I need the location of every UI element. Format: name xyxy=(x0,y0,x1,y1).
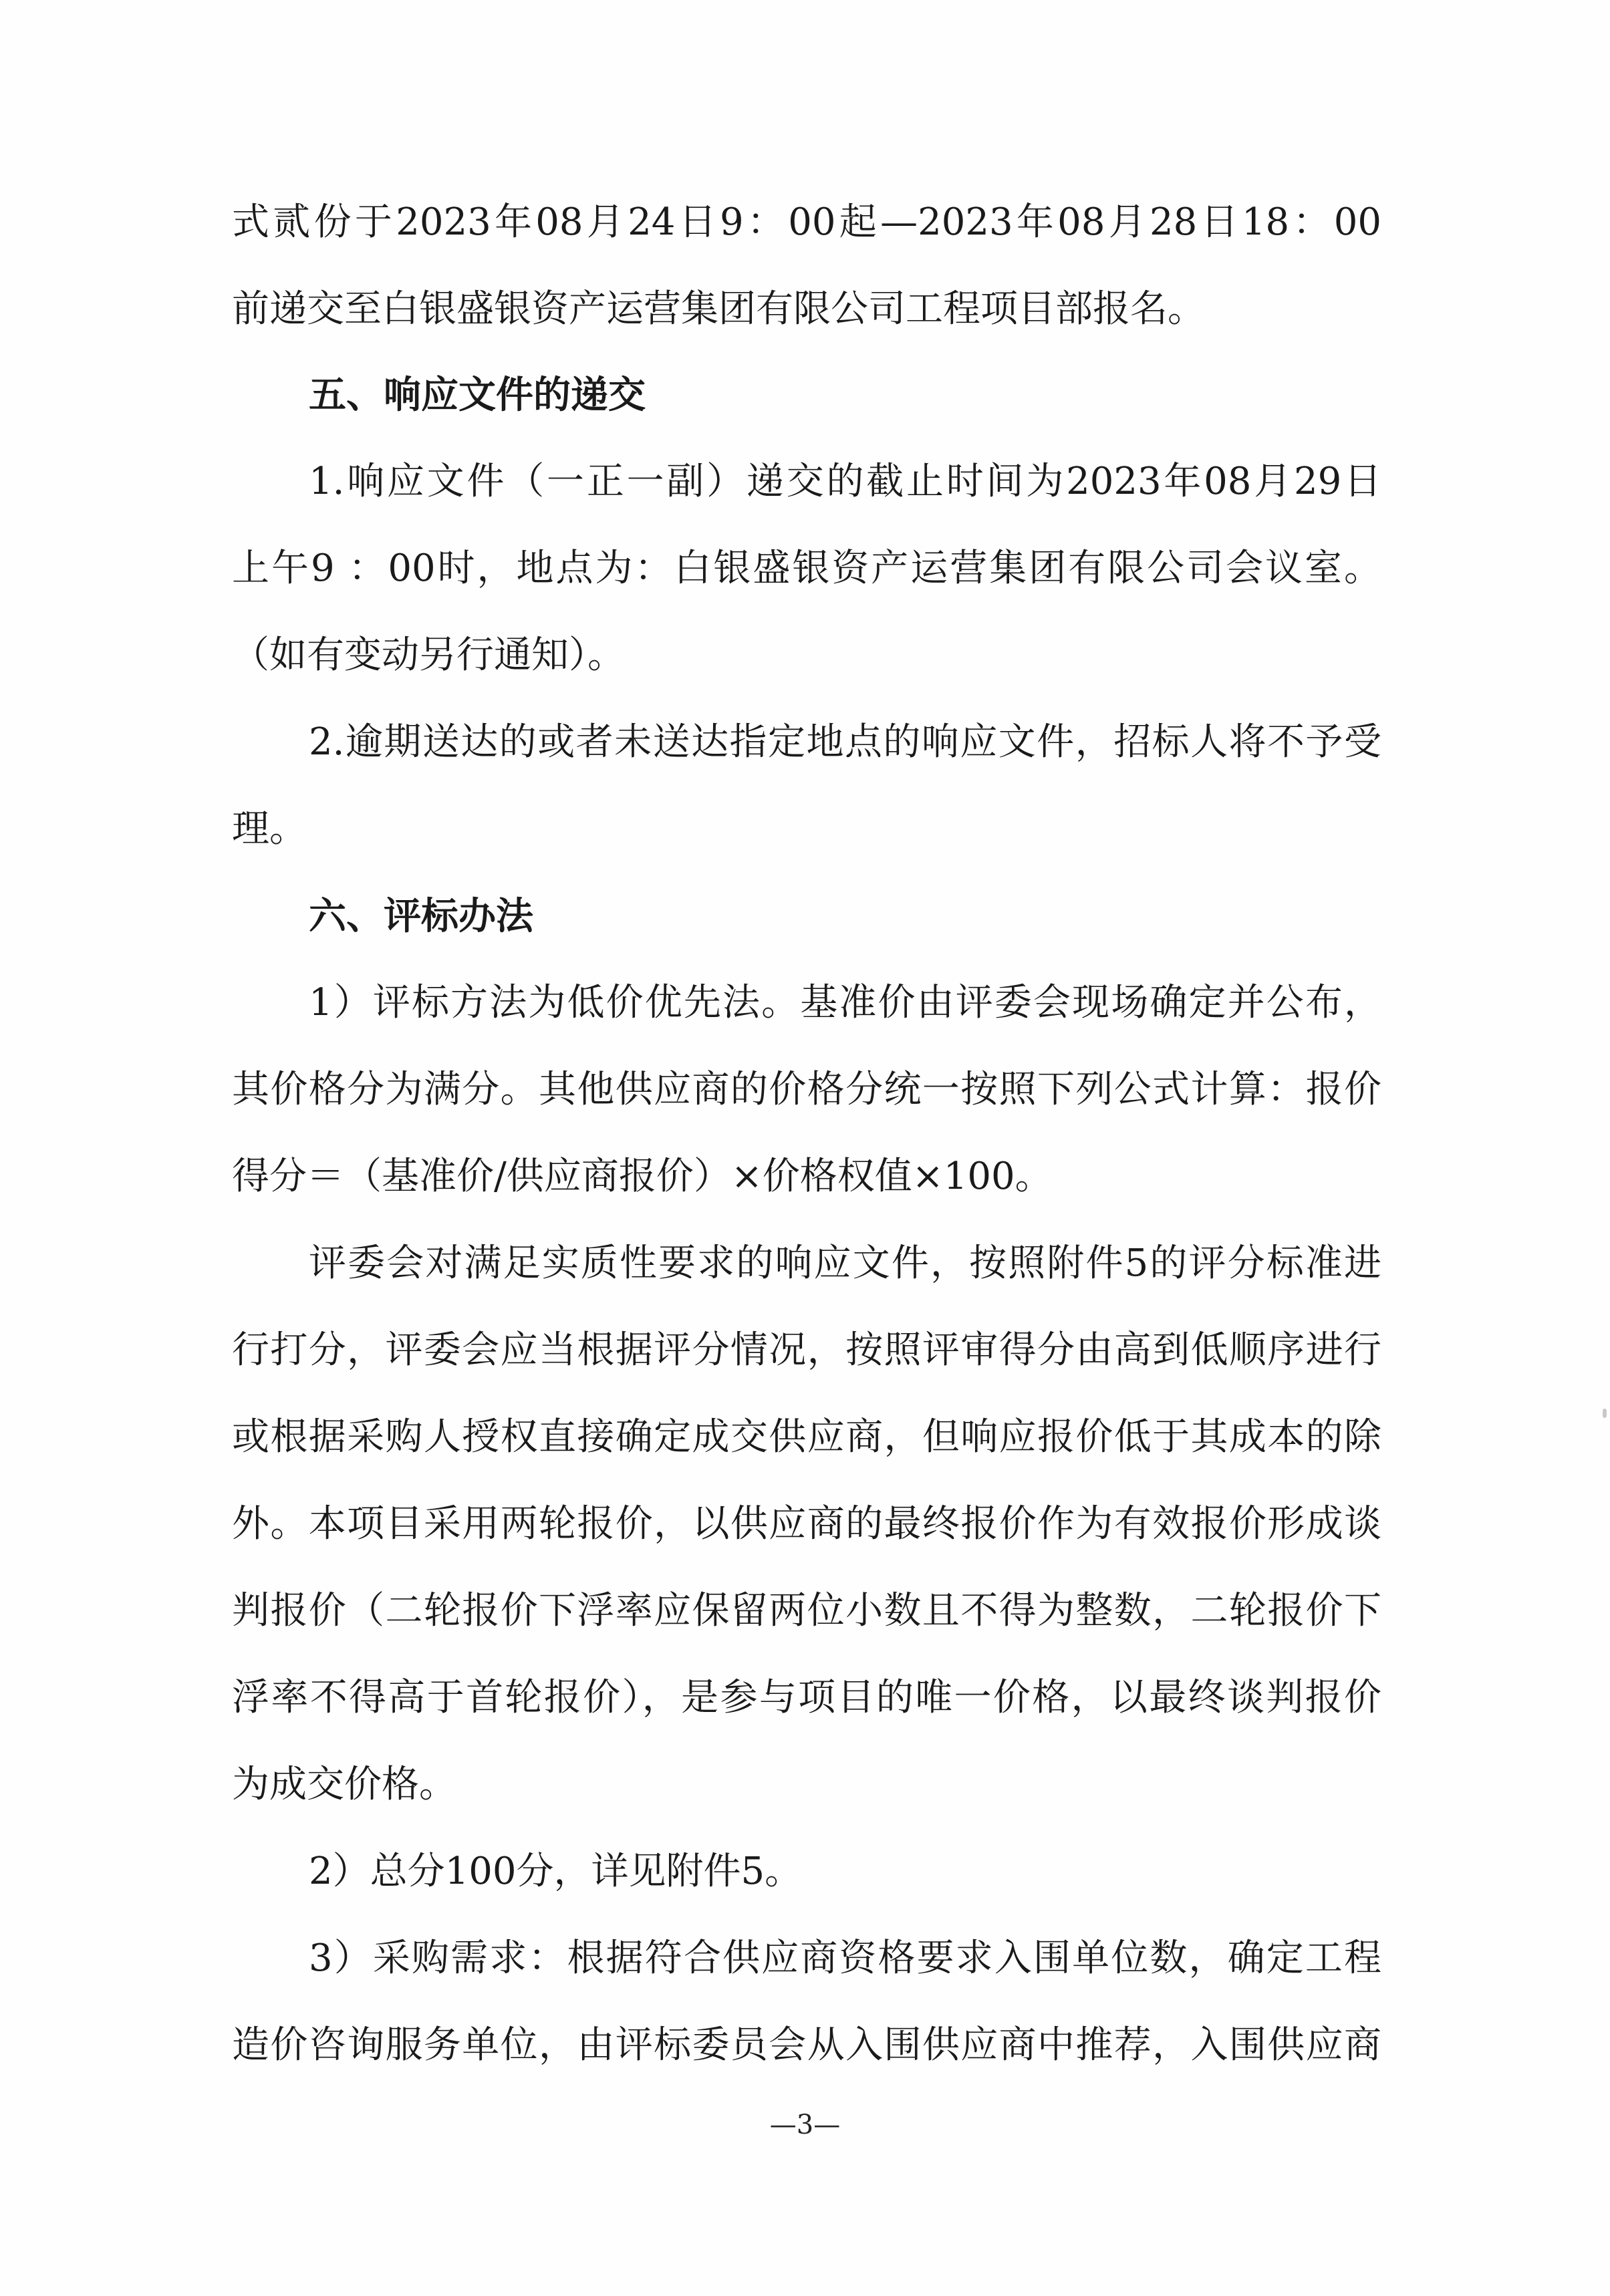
paragraph-line: 其价格分为满分。其他供应商的价格分统一按照下列公式计算：报价 xyxy=(232,1068,1381,1111)
paragraph-line: 为成交价格。 xyxy=(232,1763,456,1806)
paragraph-line: 理。 xyxy=(232,807,307,851)
paragraph-line: 2.逾期送达的或者未送达指定地点的响应文件，招标人将不予受 xyxy=(309,720,1381,764)
section-heading: 六、评标办法 xyxy=(309,894,533,938)
paragraph-line: 外。本项目采用两轮报价，以供应商的最终报价作为有效报价形成谈 xyxy=(232,1502,1381,1546)
paragraph-line: 得分＝（基准价/供应商报价）×价格权值×100。 xyxy=(232,1155,1053,1198)
paragraph-line: 前递交至白银盛银资产运营集团有限公司工程项目部报名。 xyxy=(232,287,1205,331)
paragraph-line: 浮率不得高于首轮报价），是参与项目的唯一价格，以最终谈判报价 xyxy=(232,1676,1381,1719)
paragraph-line: 1.响应文件（一正一副）递交的截止时间为2023年08月29日 xyxy=(309,460,1381,503)
paragraph-line: 3）采购需求：根据符合供应商资格要求入围单位数，确定工程 xyxy=(309,1936,1381,1980)
paragraph-line: 式贰份于2023年08月24日9：00起—2023年08月28日18：00 xyxy=(232,200,1381,244)
paragraph-line: 评委会对满足实质性要求的响应文件，按照附件5的评分标准进 xyxy=(309,1242,1381,1285)
scan-speck xyxy=(1603,1409,1607,1418)
paragraph-line: 上午9 ：00时，地点为：白银盛银资产运营集团有限公司会议室。 xyxy=(232,547,1381,590)
paragraph-line: 2）总分100分，详见附件5。 xyxy=(309,1850,803,1893)
paragraph-line: 判报价（二轮报价下浮率应保留两位小数且不得为整数，二轮报价下 xyxy=(232,1589,1381,1632)
paragraph-line: 造价咨询服务单位，由评标委员会从入围供应商中推荐，入围供应商 xyxy=(232,2023,1381,2067)
paragraph-line: 行打分，评委会应当根据评分情况，按照评审得分由高到低顺序进行 xyxy=(232,1328,1381,1372)
page-number: —3— xyxy=(769,2110,841,2140)
section-heading: 五、响应文件的递交 xyxy=(309,373,646,417)
paragraph-line: （如有变动另行通知）。 xyxy=(232,633,625,677)
paragraph-line: 或根据采购人授权直接确定成交供应商，但响应报价低于其成本的除 xyxy=(232,1415,1381,1459)
paragraph-line: 1）评标方法为低价优先法。基准价由评委会现场确定并公布， xyxy=(309,981,1381,1024)
